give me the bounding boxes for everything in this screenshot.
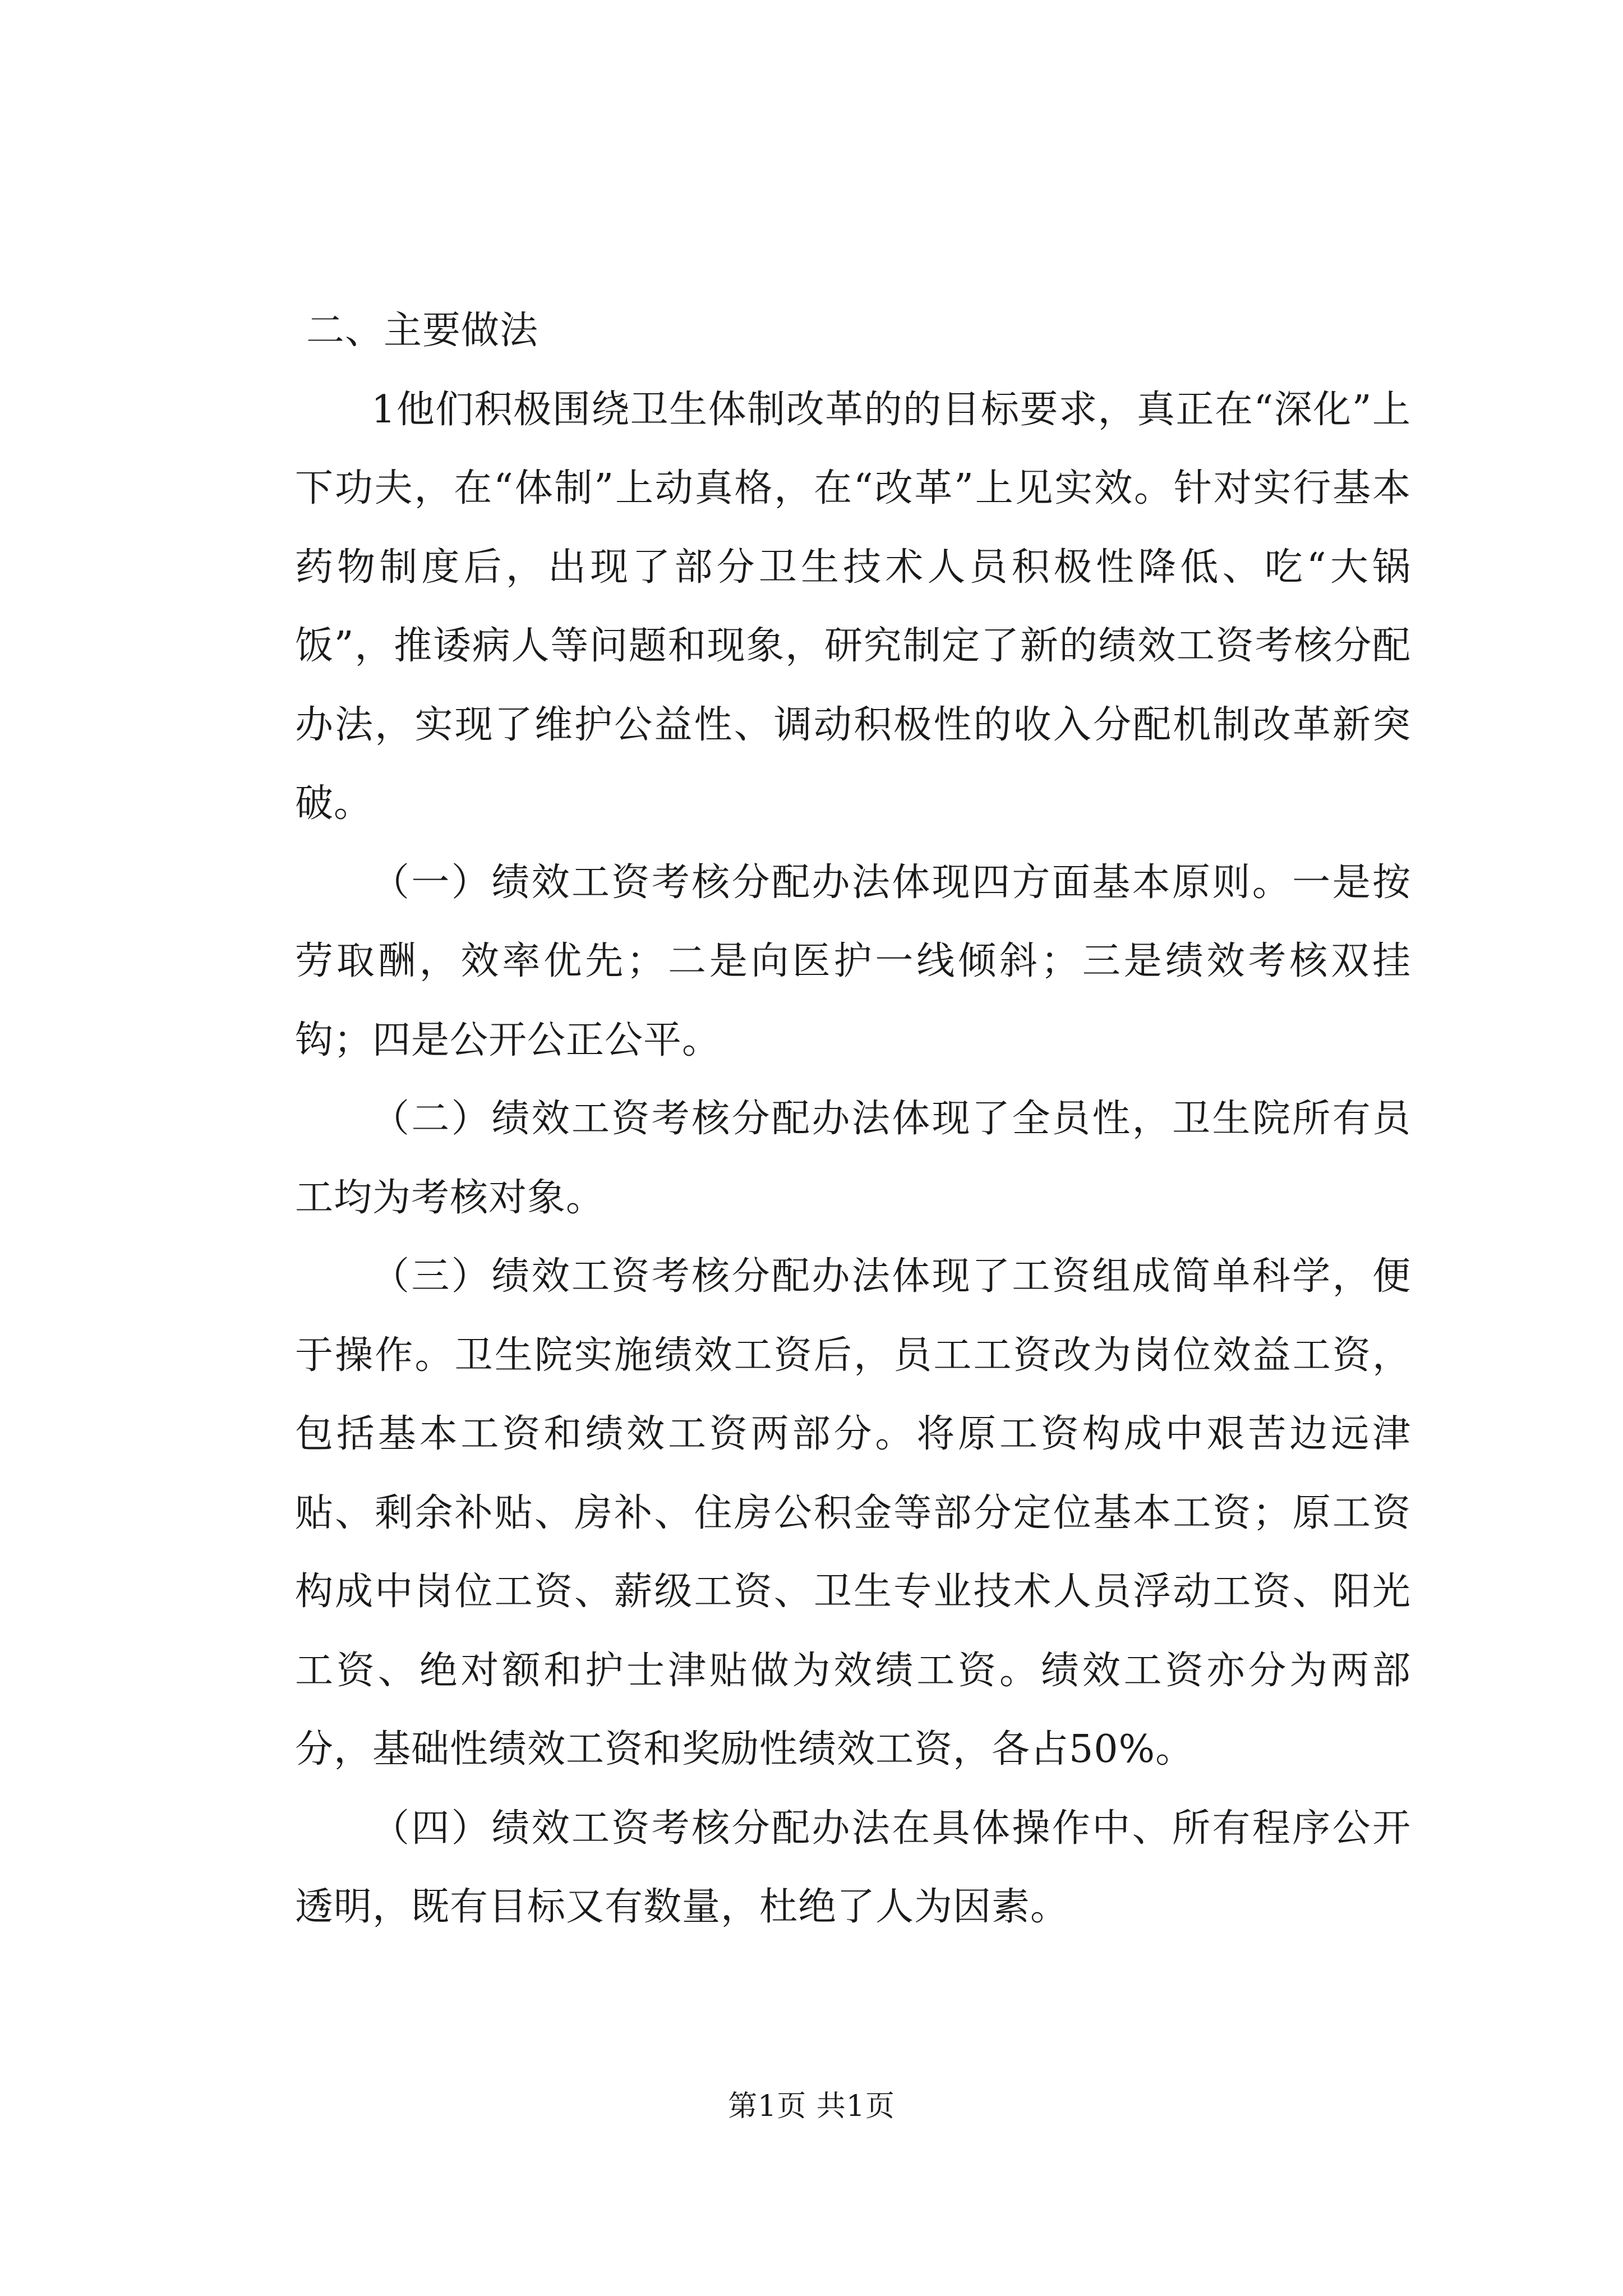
paragraph-universality: （二）绩效工资考核分配办法体现了全员性，卫生院所有员工均为考核对象。 [295, 1097, 1411, 1220]
paragraph-wage-structure: （三）绩效工资考核分配办法体现了工资组成简单科学，便于操作。卫生院实施绩效工资后，员工工资改为岗位效益工资，包括基本工资和绩效工资两部分。将原工资构成中艰苦边远津贴、剩余补贴、房补、住房公积金等部分定位基本工资；原工资构成中岗位工资、薪级工资、卫生专业技术人员浮动工资、阳光工资、绝对额和护士津贴做为效绩工资。绩效工资亦分为两部分，基础性绩效工资和奖励性绩效工资，各占50%。 [295, 1254, 1411, 1772]
section-heading: 二、主要做法 [306, 309, 539, 353]
paragraph-transparency: （四）绩效工资考核分配办法在具体操作中、所有程序公开透明，既有目标又有数量，杜绝了人为因素。 [295, 1806, 1411, 1929]
paragraph-principles: （一）绩效工资考核分配办法体现四方面基本原则。一是按劳取酬，效率优先；二是向医护一线倾斜；三是绩效考核双挂钩；四是公开公正公平。 [295, 860, 1411, 1062]
document-body [295, 292, 1411, 1947]
paragraph-intro: 1他们积极围绕卫生体制改革的的目标要求，真正在“深化”上下功夫，在“体制”上动真格，在“改革”上见实效。针对实行基本药物制度后，出现了部分卫生技术人员积极性降低、吃“大锅饭”，推诿病人等问题和现象，研究制定了新的绩效工资考核分配办法，实现了维护公益性、调动积极性的收入分配机制改革新突破。 [295, 387, 1411, 826]
page-footer: 第1页 共1页 [728, 2090, 895, 2123]
